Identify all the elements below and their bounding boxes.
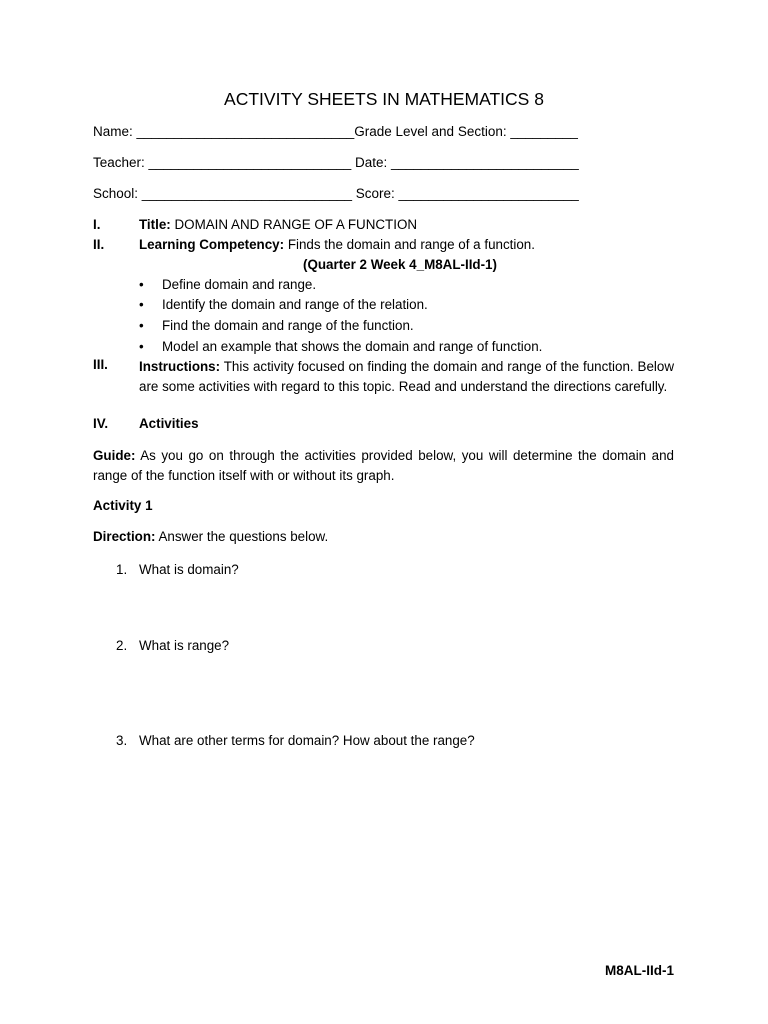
question-number: 2.	[116, 638, 128, 653]
question-text: What are other terms for domain? How about the range?	[139, 733, 475, 748]
objective-bullet	[139, 277, 316, 292]
bullet-icon: •	[139, 297, 144, 312]
objective-bullet	[139, 318, 414, 333]
guide-label: Guide:	[93, 448, 136, 463]
section-iv-label: Activities	[139, 416, 199, 431]
question-number: 3.	[116, 733, 128, 748]
section-i-text: DOMAIN AND RANGE OF A FUNCTION	[174, 217, 418, 232]
school-score-line[interactable]: School: ____________________________ Score: ________________________	[93, 186, 579, 201]
activity-heading: Activity 1	[93, 498, 153, 513]
name-grade-line[interactable]: Name: _____________________________Grade Level and Section: _________	[93, 124, 578, 139]
bullet-icon: •	[139, 318, 144, 333]
section-i-title	[139, 217, 417, 232]
footer-code: M8AL-IId-1	[605, 963, 674, 978]
objective-text: Identify the domain and range of the relation.	[162, 297, 428, 312]
teacher-date-line[interactable]: Teacher: ___________________________ Date: _________________________	[93, 155, 579, 170]
objective-text: Find the domain and range of the function.	[162, 318, 414, 333]
objective-text: Model an example that shows the domain and range of function.	[162, 339, 543, 354]
guide-paragraph	[93, 446, 674, 486]
section-i-label: Title:	[139, 217, 171, 232]
question-number: 1.	[116, 562, 128, 577]
section-iii-instructions	[139, 357, 674, 397]
direction-text: Answer the questions below.	[158, 529, 329, 544]
bullet-icon: •	[139, 277, 144, 292]
section-ii-competency	[139, 237, 535, 252]
question-item	[116, 562, 239, 577]
section-ii-numeral: II.	[93, 237, 105, 252]
bullet-icon: •	[139, 339, 144, 354]
direction-label: Direction:	[93, 529, 156, 544]
question-item	[116, 638, 229, 653]
direction-line	[93, 529, 328, 544]
objective-bullet	[139, 297, 428, 312]
section-iii-text: This activity focused on finding the domain and range of the function. Below are some activities with regard to this topic. Read and understand the directions carefully.	[139, 359, 674, 394]
objective-text: Define domain and range.	[162, 277, 317, 292]
section-ii-label: Learning Competency:	[139, 237, 285, 252]
objective-bullet	[139, 339, 542, 354]
quarter-code: (Quarter 2 Week 4_M8AL-IId-1)	[303, 257, 497, 272]
section-i-numeral: I.	[93, 217, 101, 232]
question-text: What is domain?	[139, 562, 239, 577]
section-iii-numeral: III.	[93, 357, 108, 372]
section-iv-numeral: IV.	[93, 416, 109, 431]
question-item	[116, 733, 475, 748]
page-title: ACTIVITY SHEETS IN MATHEMATICS 8	[224, 89, 544, 109]
guide-text: As you go on through the activities provided below, you will determine the domain and range of the function itself with or without its graph.	[93, 448, 674, 483]
question-text: What is range?	[139, 638, 230, 653]
section-ii-text: Finds the domain and range of a function.	[287, 237, 535, 252]
section-iii-label: Instructions:	[139, 359, 221, 374]
